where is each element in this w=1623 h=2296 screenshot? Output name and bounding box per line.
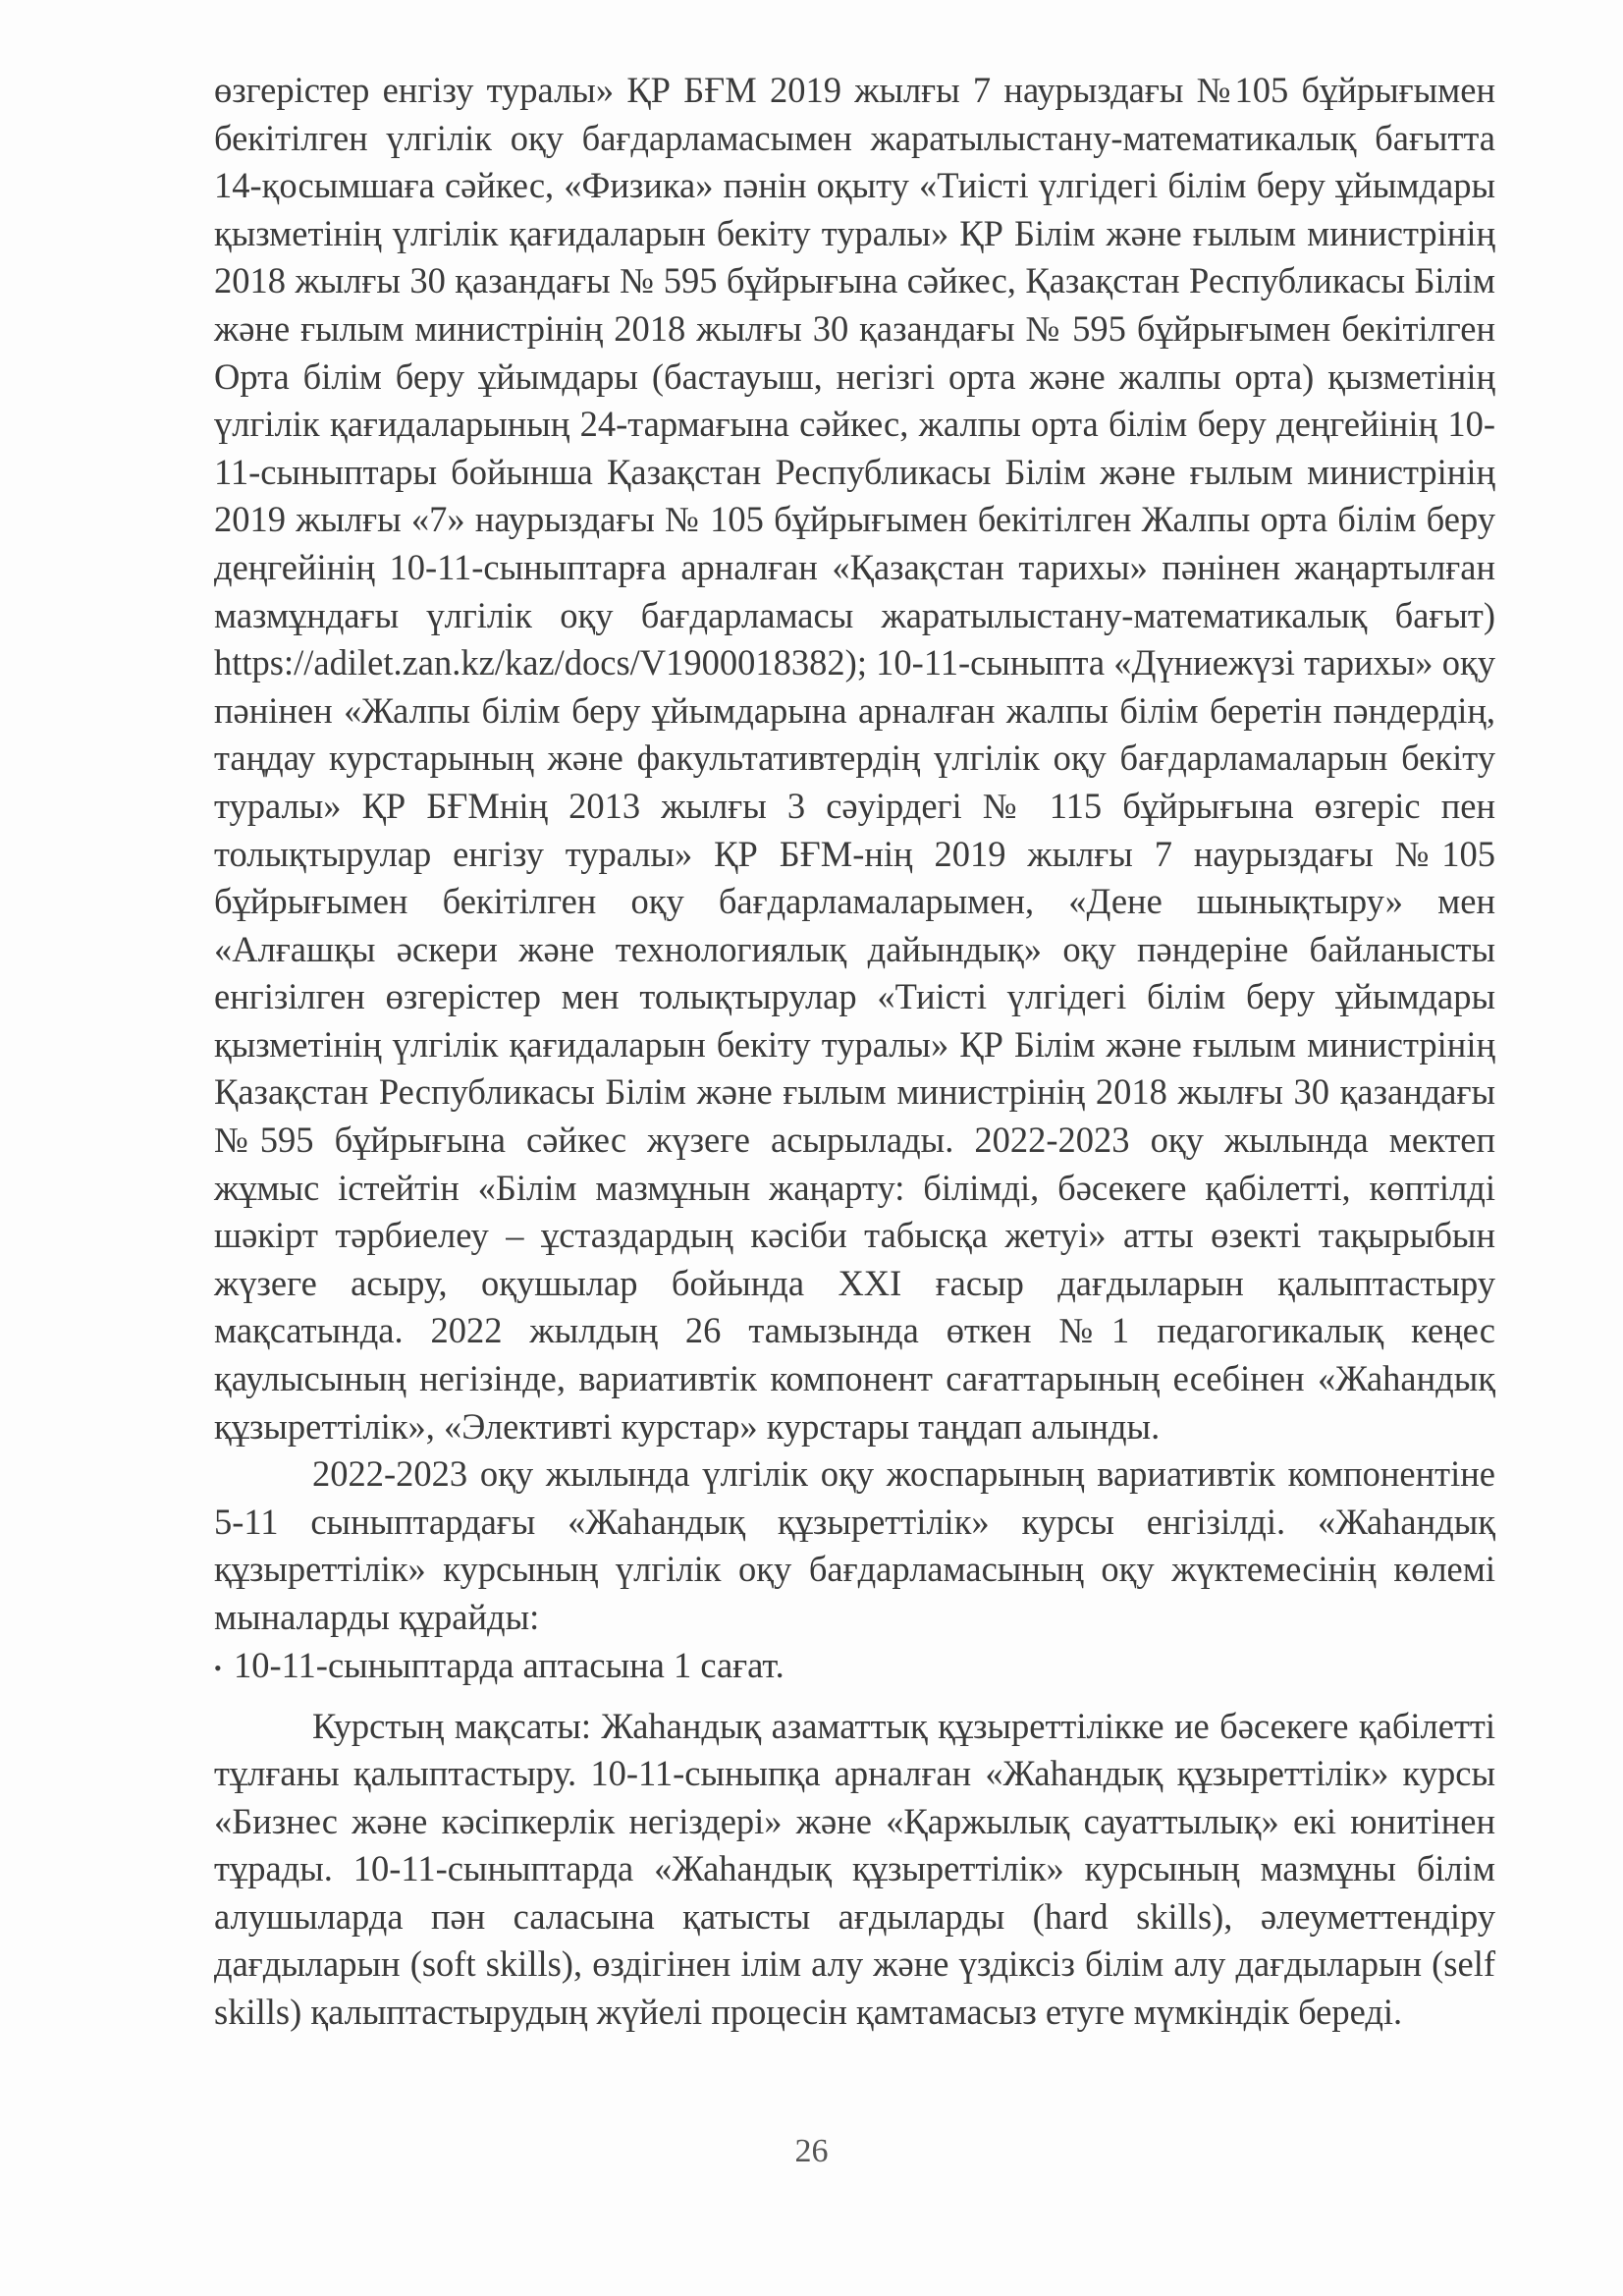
document-body [214, 67, 1495, 2037]
paragraph-3: Курстың мақсаты: Жаһандық азаматтық құзыреттілікке ие бәсекеге қабілетті тұлғаны қалыптастыру. 10-11-сыныпқа арналған «Жаһандық құзыреттілік» курсы «Бизнес және кәсіпкерлік негіздері» және «Қаржылық сауаттылық» екі юнитінен тұрады. 10-11-сыныптарда «Жаһандық құзыреттілік» курсының мазмұны білім алушыларда пән саласына қатысты ағдыларды (hard skills), әлеуметтендіру дағдыларын (soft skills), өздігінен ілім алу және үздіксіз білім алу дағдыларын (self skills) қалыптастырудың жүйелі процесін қамтамасыз етуге мүмкіндік береді. [214, 1705, 1495, 2033]
paragraph-1: өзгерістер енгізу туралы» ҚР БҒМ 2019 жылғы 7 наурыздағы №105 бұйрығымен бекітілген үлгілік оқу бағдарламасымен жаратылыстану-математикалық бағытта 14-қосымшаға сәйкес, «Физика» пәнін оқыту «Тиісті үлгідегі білім беру ұйымдары қызметінің үлгілік қағидаларын бекіту туралы» ҚР Білім және ғылым министрінің 2018 жылғы 30 қазандағы № 595 бұйрығына сәйкес, Қазақстан Республикасы Білім және ғылым министрінің 2018 жылғы 30 қазандағы № 595 бұйрығымен бекітілген Орта білім беру ұйымдары (бастауыш, негізгі орта және жалпы орта) қызметінің үлгілік қағидаларының 24-тармағына сәйкес, жалпы орта білім беру деңгейінің 10-11-сыныптары бойынша Қазақстан Республикасы Білім және ғылым министрінің 2019 жылғы «7» наурыздағы № 105 бұйрығымен бекітілген Жалпы орта білім беру деңгейінің 10-11-сыныптарға арналған «Қазақстан тарихы» пәнінен жаңартылған мазмұндағы үлгілік оқу бағдарламасы жаратылыстану-математикалық бағыт) https://adilet.zan.kz/kaz/docs/V1900018382); 10-11-сыныпта «Дүниежүзі тарихы» оқу пәнінен «Жалпы білім беру ұйымдарына арналған жалпы білім беретін пәндердің, таңдау курстарының және факультативтердің үлгілік оқу бағдарламаларын бекіту туралы» ҚР БҒМнің 2013 жылғы 3 сәуірдегі № 115 бұйрығына өзгеріс пен толықтырулар енгізу туралы» ҚР БҒМ-нің 2019 жылғы 7 наурыздағы №105 бұйрығымен бекітілген оқу бағдарламаларымен, «Дене шынықтыру» мен «Алғашқы әскери және технологиялық дайындық» оқу пәндеріне байланысты енгізілген өзгерістер мен толықтырулар «Тиісті үлгідегі білім беру ұйымдары қызметінің үлгілік қағидаларын бекіту туралы» ҚР Білім және ғылым министрінің Қазақстан Республикасы Білім және ғылым министрінің 2018 жылғы 30 қазандағы №595 бұйрығына сәйкес жүзеге асырылады. 2022-2023 оқу жылында мектеп жұмыс істейтін «Білім мазмұнын жаңарту: білімді, бәсекеге қабілетті, көптілді шәкірт тәрбиелеу – ұстаздардың кәсіби табысқа жетуі» атты өзекті тақырыбын жүзеге асыру, оқушылар бойында XXI ғасыр дағдыларын қалыптастыру мақсатында. 2022 жылдың 26 тамызында өткен №1 педагогикалық кеңес қаулысының негізінде, вариативтік компонент сағаттарының есебінен «Жаһандық құзыреттілік», «Элективті курстар» курстары таңдап алынды. [214, 70, 1495, 1447]
paragraph-2: 2022-2023 оқу жылында үлгілік оқу жоспарының вариативтік компонентіне 5-11 сыныптардағы «Жаһандық құзыреттілік» курсы енгізілді. «Жаһандық құзыреттілік» курсының үлгілік оқу бағдарламасының оқу жүктемесінің көлемі мыналарды құрайды: [214, 1453, 1495, 1637]
bullet-icon: • [214, 1655, 222, 1680]
bullet-item [214, 1642, 1495, 1693]
bullet-item-text: 10-11-сыныптарда аптасына 1 сағат. [234, 1644, 784, 1685]
page-number: 26 [794, 2133, 829, 2169]
